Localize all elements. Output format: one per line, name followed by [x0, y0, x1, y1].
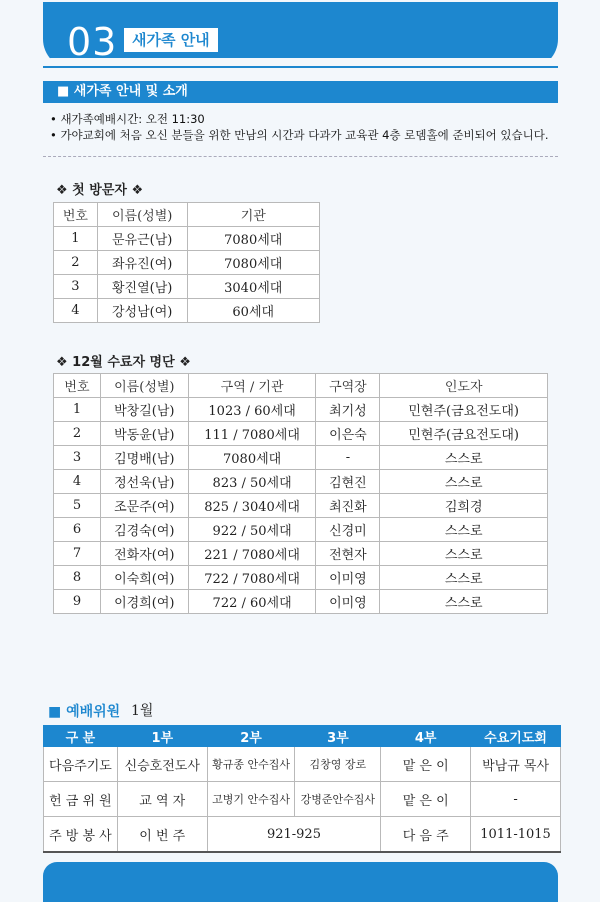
table-cell: 5	[54, 494, 101, 518]
committee-header: 2부	[207, 726, 295, 747]
table-cell: 정선욱(남)	[100, 470, 188, 494]
graduates-table	[53, 373, 548, 614]
table-cell: 맡 은 이	[381, 782, 471, 817]
table-row	[54, 251, 320, 275]
table-cell: 스스로	[380, 542, 548, 566]
committee-header: 수요기도회	[471, 726, 561, 747]
table-row	[44, 782, 561, 817]
footer-bar	[43, 862, 558, 902]
table-cell: 60세대	[187, 299, 320, 323]
table-cell: 이은숙	[316, 422, 380, 446]
table-cell: 이경희(여)	[100, 590, 188, 614]
table-cell: 박남규 목사	[471, 747, 561, 782]
service-this-week-label: 이 번 주	[117, 817, 207, 853]
section-title: ■ 새가족 안내 및 소개	[43, 81, 558, 103]
table-cell: 조문주(여)	[100, 494, 188, 518]
table-cell: 823 / 50세대	[188, 470, 316, 494]
table-row	[54, 227, 320, 251]
table-cell: 7080세대	[187, 227, 320, 251]
table-cell: 스스로	[380, 590, 548, 614]
table-cell: 황진열(남)	[97, 275, 187, 299]
table-cell: 헌 금 위 원	[44, 782, 118, 817]
table-cell: 722 / 60세대	[188, 590, 316, 614]
visitors-table	[53, 202, 320, 323]
committee-table	[43, 725, 561, 853]
graduates-header: 구역 / 기관	[188, 374, 316, 398]
table-cell: 8	[54, 566, 101, 590]
table-cell: 맡 은 이	[381, 747, 471, 782]
table-cell: 김명배(남)	[100, 446, 188, 470]
table-cell: 최진화	[316, 494, 380, 518]
table-cell: -	[471, 782, 561, 817]
note-service-time: • 새가족예배시간: 오전 11:30	[50, 112, 205, 126]
table-cell: 스스로	[380, 566, 548, 590]
table-cell: 9	[54, 590, 101, 614]
service-next-week-label: 다 음 주	[381, 817, 471, 853]
table-cell: 이숙희(여)	[100, 566, 188, 590]
table-cell: 좌유진(여)	[97, 251, 187, 275]
table-cell: 이미영	[316, 566, 380, 590]
table-cell: 신경미	[316, 518, 380, 542]
table-cell: 3	[54, 275, 98, 299]
table-cell: 7080세대	[187, 251, 320, 275]
table-cell: 민현주(금요전도대)	[380, 398, 548, 422]
graduates-header: 이름(성별)	[100, 374, 188, 398]
table-cell: 2	[54, 251, 98, 275]
table-cell: 4	[54, 470, 101, 494]
table-cell: 최기성	[316, 398, 380, 422]
committee-month: 1월	[131, 703, 154, 719]
table-cell: 김희경	[380, 494, 548, 518]
table-cell: 825 / 3040세대	[188, 494, 316, 518]
table-row	[54, 422, 548, 446]
table-cell: 스스로	[380, 446, 548, 470]
page-title: 새가족 안내	[124, 28, 218, 52]
table-cell: 221 / 7080세대	[188, 542, 316, 566]
committee-header: 1부	[117, 726, 207, 747]
visitors-header: 기관	[187, 203, 320, 227]
table-row	[54, 446, 548, 470]
table-cell: 신승호전도사	[117, 747, 207, 782]
table-cell: 1023 / 60세대	[188, 398, 316, 422]
table-cell: 1	[54, 227, 98, 251]
table-cell: 3	[54, 446, 101, 470]
graduates-header: 인도자	[380, 374, 548, 398]
table-cell: 교 역 자	[117, 782, 207, 817]
table-cell: 7080세대	[188, 446, 316, 470]
divider	[43, 156, 558, 157]
committee-header: 4부	[381, 726, 471, 747]
visitors-title: ❖ 첫 방문자 ❖	[56, 183, 144, 198]
table-cell: 722 / 7080세대	[188, 566, 316, 590]
table-cell: 전화자(여)	[100, 542, 188, 566]
table-cell: 4	[54, 299, 98, 323]
table-cell: 922 / 50세대	[188, 518, 316, 542]
table-cell: 111 / 7080세대	[188, 422, 316, 446]
table-cell: 3040세대	[187, 275, 320, 299]
table-cell: 민현주(금요전도대)	[380, 422, 548, 446]
visitors-header: 이름(성별)	[97, 203, 187, 227]
table-cell: 7	[54, 542, 101, 566]
committee-title: ■ 예배위원	[48, 704, 121, 720]
graduates-header: 번호	[54, 374, 101, 398]
service-label: 주 방 봉 사	[44, 817, 118, 853]
table-cell: 박동윤(남)	[100, 422, 188, 446]
table-cell: 고병기 안수집사	[207, 782, 295, 817]
table-row	[54, 275, 320, 299]
service-next-week: 1011-1015	[471, 817, 561, 853]
graduates-header: 구역장	[316, 374, 380, 398]
notes	[50, 111, 549, 143]
table-cell: 김현진	[316, 470, 380, 494]
table-row	[54, 542, 548, 566]
note-welcome: • 가야교회에 처음 오신 분들을 위한 만남의 시간과 다과가 교육관 4층 로뎀홀에 준비되어 있습니다.	[50, 128, 549, 142]
table-cell: 문유근(남)	[97, 227, 187, 251]
table-row	[54, 590, 548, 614]
table-row	[54, 518, 548, 542]
header-notch	[43, 58, 600, 70]
table-cell: 강병준안수집사	[295, 782, 381, 817]
table-cell: 스스로	[380, 470, 548, 494]
table-cell: 이미영	[316, 590, 380, 614]
table-row	[54, 470, 548, 494]
table-cell: 6	[54, 518, 101, 542]
table-cell: 황규종 안수집사	[207, 747, 295, 782]
table-row	[54, 494, 548, 518]
table-cell: 박창길(남)	[100, 398, 188, 422]
section-number: 03	[67, 20, 118, 64]
table-row	[54, 398, 548, 422]
committee-header: 구 분	[44, 726, 118, 747]
committee-header: 3부	[295, 726, 381, 747]
graduates-title: ❖ 12월 수료자 명단 ❖	[56, 355, 191, 370]
table-cell: 2	[54, 422, 101, 446]
table-row	[54, 299, 320, 323]
table-cell: 다음주기도	[44, 747, 118, 782]
table-cell: 강성남(여)	[97, 299, 187, 323]
table-cell: 김경숙(여)	[100, 518, 188, 542]
table-cell: -	[316, 446, 380, 470]
table-cell: 김창영 장로	[295, 747, 381, 782]
table-row	[44, 747, 561, 782]
service-this-week: 921-925	[207, 817, 381, 853]
kitchen-service-row	[44, 817, 561, 853]
table-row	[54, 566, 548, 590]
table-cell: 1	[54, 398, 101, 422]
header-underline	[43, 66, 558, 68]
table-cell: 스스로	[380, 518, 548, 542]
visitors-header: 번호	[54, 203, 98, 227]
table-cell: 전현자	[316, 542, 380, 566]
